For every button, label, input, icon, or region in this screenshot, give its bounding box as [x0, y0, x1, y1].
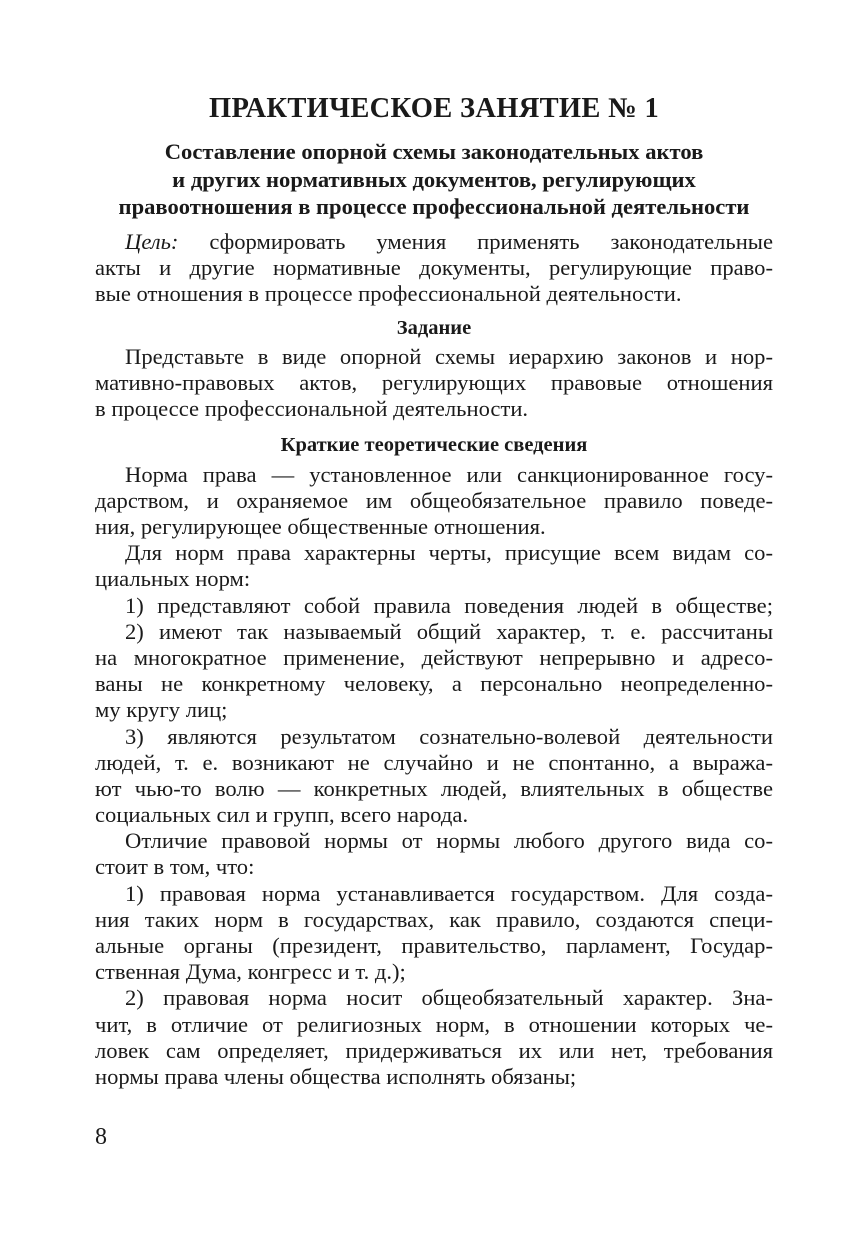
subtitle-line: Составление опорной схемы законодательных актов — [164, 139, 704, 164]
text-line: в процессе профессиональной деятельности. — [95, 396, 529, 422]
page-title: ПРАКТИЧЕСКОЕ ЗАНЯТИЕ № 1 — [208, 93, 660, 124]
text-line: на многократное применение, действуют непрерывно и адресо- — [95, 644, 773, 670]
text-line: стоит в том, что: — [95, 854, 255, 880]
text-line: 2) правовая норма носит общеобязательный характер. Зна- — [125, 985, 773, 1011]
text-line: ния, регулирующее общественные отношения. — [95, 514, 546, 539]
text-line: социальных сил и групп, всего народа. — [95, 802, 469, 828]
text-line: альные органы (президент, правительство, парламент, Государ- — [95, 933, 773, 958]
text-line: ственная Дума, конгресс и т. д.); — [95, 959, 406, 985]
text-line: людей, т. е. возникают не случайно и не спонтанно, а выража- — [95, 749, 773, 775]
text-line: циальных норм: — [95, 566, 251, 592]
list-item-2 — [95, 619, 773, 724]
goal-paragraph — [95, 229, 773, 308]
difference-item-1 — [95, 881, 773, 986]
text-line: 1) правовая норма устанавливается государством. Для созда- — [125, 880, 773, 906]
text-line: вые отношения в процессе профессиональной деятельности. — [95, 280, 682, 306]
page-body — [95, 92, 773, 1090]
text-line: ловек сам определяет, придерживаться их или нет, требования — [95, 1037, 773, 1063]
text-line: ваны не конкретному человеку, а персонально неопределенно- — [95, 671, 773, 697]
text-line: мативно-правовых актов, регулирующих правовые отношения — [95, 370, 773, 396]
text-line: дарством, и охраняемое им общеобязательное правило поведе- — [95, 487, 773, 513]
subtitle-line: и других нормативных документов, регулирующих — [172, 166, 696, 192]
goal-text: сформировать умения применять законодательные — [178, 228, 773, 254]
text-line: чит, в отличие от религиозных норм, в отношении которых че- — [95, 1011, 773, 1037]
text-line: Для норм права характерны черты, присущие всем видам со- — [125, 540, 773, 566]
text-line — [95, 229, 773, 255]
text-line: 1) представляют собой правила поведения людей в обществе; — [125, 592, 773, 618]
difference-item-2 — [95, 985, 773, 1090]
task-heading: Задание — [396, 317, 472, 340]
paragraph-difference-intro — [95, 828, 773, 880]
text-line: му кругу лиц; — [95, 697, 228, 723]
text-line: акты и другие нормативные документы, регулирующие право- — [95, 254, 773, 280]
theory-heading: Краткие теоретические сведения — [280, 433, 588, 456]
lesson-subtitle — [95, 138, 773, 221]
text-line: ния таких норм в государствах, как правило, создаются специ- — [95, 906, 773, 932]
text-line: Норма права — установленное или санкционированное госу- — [125, 461, 773, 487]
theory-text — [95, 462, 773, 1091]
paragraph-features-intro — [95, 540, 773, 592]
task-paragraph — [95, 344, 773, 423]
text-line: ют чью-то волю — конкретных людей, влиятельных в обществе — [95, 775, 773, 801]
text-line: Отличие правовой нормы от нормы любого другого вида со- — [125, 828, 773, 854]
list-item-1 — [95, 593, 773, 619]
paragraph-norm-definition — [95, 462, 773, 541]
subtitle-line: правоотношения в процессе профессиональной деятельности — [118, 194, 750, 219]
text-line: Представьте в виде опорной схемы иерархию законов и нор- — [125, 344, 773, 370]
goal-label: Цель: — [125, 228, 179, 254]
page-number: 8 — [95, 1124, 107, 1150]
text-line: 3) являются результатом сознательно-волевой деятельности — [125, 723, 773, 749]
text-line: 2) имеют так называемый общий характер, т. е. рассчитаны — [125, 618, 773, 644]
list-item-3 — [95, 724, 773, 829]
text-line: нормы права члены общества исполнять обязаны; — [95, 1063, 577, 1089]
